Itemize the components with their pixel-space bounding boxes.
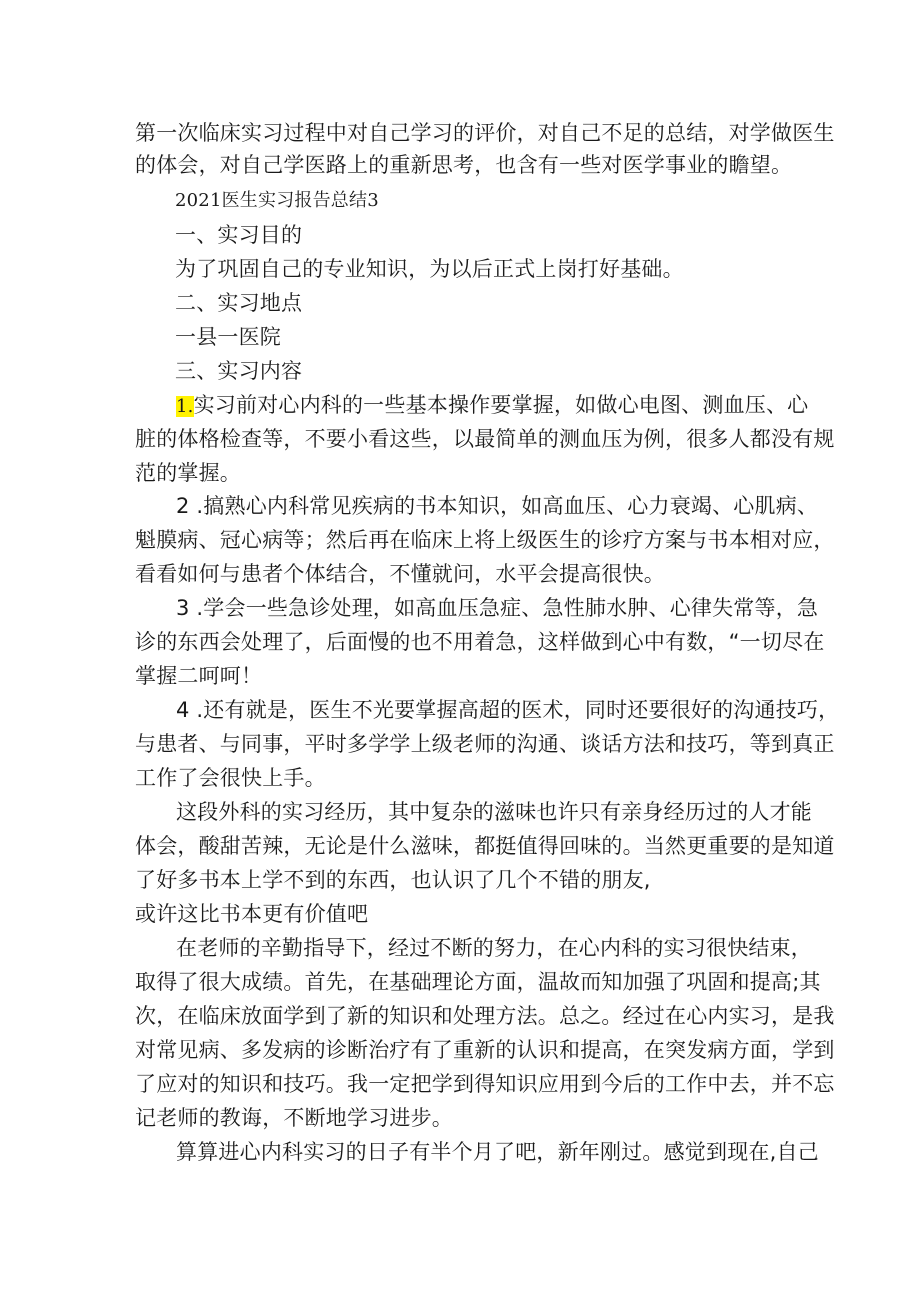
item1-line-1 xyxy=(176,390,808,422)
summary-line-1: 在老师的辛勤指导下，经过不断的努力，在心内科的实习很快结束， xyxy=(176,936,812,960)
item2-line-3: 看看如何与患者个体结合，不懂就问，水平会提高很快。 xyxy=(135,562,665,586)
intro-line-1: 第一次临床实习过程中对自己学习的评价，对自己不足的总结，对学做医生 xyxy=(135,121,835,145)
summary-line-3: 次，在临床放面学到了新的知识和处理方法。总之。经过在心内实习，是我 xyxy=(135,1004,835,1028)
heading-location: 二、实习地点 xyxy=(175,291,303,315)
section-title: 2021医生实习报告总结3 xyxy=(175,190,379,211)
summary-line-5: 了应对的知识和技巧。我一定把学到得知识应用到今后的工作中去，并不忘 xyxy=(135,1072,835,1096)
experience-line-3: 了好多书本上学不到的东西，也认识了几个不错的朋友, xyxy=(135,868,651,892)
item3-line-1: 3 .学会一些急诊处理，如高血压急症、急性肺水肿、心律失常等，急 xyxy=(176,596,819,620)
summary-line-2: 取得了很大成绩。首先，在基础理论方面，温故而知加强了巩固和提高;其 xyxy=(135,970,821,994)
heading-content: 三、实习内容 xyxy=(175,359,303,383)
summary-line-6: 记老师的教诲，不断地学习进步。 xyxy=(135,1106,453,1130)
experience-line-2: 体会，酸甜苦辣，无论是什么滋味，都挺值得回味的。当然更重要的是知道 xyxy=(135,834,835,858)
heading-purpose: 一、实习目的 xyxy=(175,223,303,247)
experience-line-4: 或许这比书本更有价值吧 xyxy=(135,902,369,926)
intro-line-2: 的体会，对自己学医路上的重新思考，也含有一些对医学事业的瞻望。 xyxy=(135,153,793,177)
purpose-text: 为了巩固自己的专业知识，为以后正式上岗打好基础。 xyxy=(175,257,684,281)
summary-line-4: 对常见病、多发病的诊断治疗有了重新的认识和提高，在突发病方面，学到 xyxy=(135,1038,835,1062)
item4-line-2: 与患者、与同事，平时多学学上级老师的沟通、谈话方法和技巧，等到真正 xyxy=(135,732,835,756)
item3-line-3: 掌握二呵呵！ xyxy=(135,664,263,688)
item1-number-highlight: 1. xyxy=(176,396,194,417)
item2-line-2: 魁膜病、冠心病等；然后再在临床上将上级医生的诊疗方案与书本相对应， xyxy=(135,528,835,552)
item1-line-3: 范的掌握。 xyxy=(135,461,241,485)
experience-line-1: 这段外科的实习经历，其中复杂的滋味也许只有亲身经历过的人才能 xyxy=(176,800,812,824)
item1-line-2: 脏的体格检查等，不要小看这些，以最简单的测血压为例，很多人都没有规 xyxy=(135,427,835,451)
item4-line-3: 工作了会很快上手。 xyxy=(135,766,326,790)
item4-line-1: 4 .还有就是，医生不光要掌握高超的医术，同时还要很好的沟通技巧， xyxy=(176,698,840,722)
item2-line-1: 2 .搞熟心内科常见疾病的书本知识，如高血压、心力衰竭、心肌病、 xyxy=(176,494,819,518)
item3-line-2: 诊的东西会处理了，后面慢的也不用着急，这样做到心中有数，“一切尽在 xyxy=(135,630,825,654)
location-text: 一县一医院 xyxy=(175,325,281,349)
last-paragraph-line-1: 算算进心内科实习的日子有半个月了吧，新年刚过。感觉到现在,自己 xyxy=(176,1140,819,1164)
item1-line-1-text: 实习前对心内科的一些基本操作要掌握，如做心电图、测血压、心 xyxy=(193,393,809,417)
